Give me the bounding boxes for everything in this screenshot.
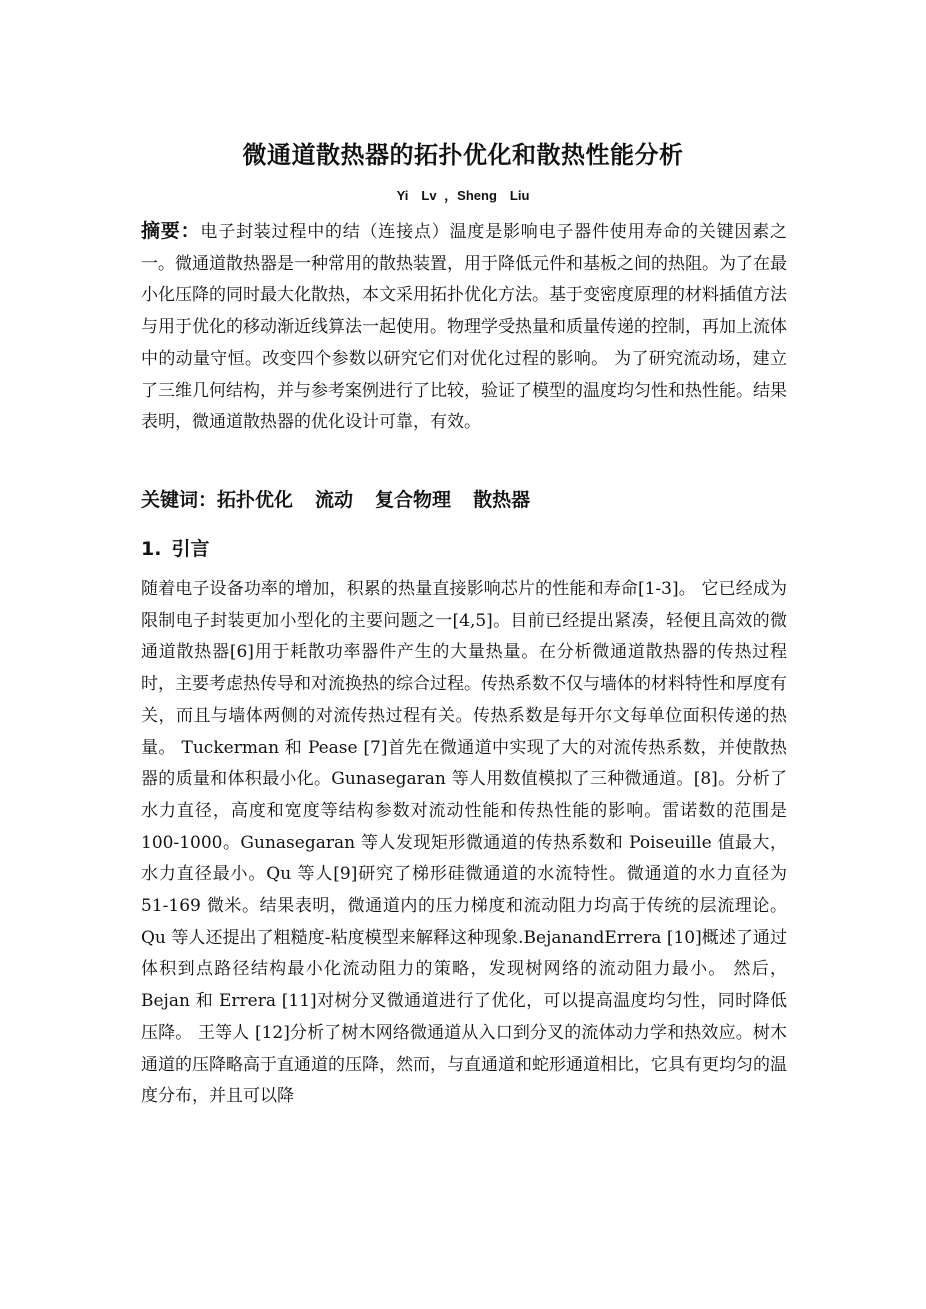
keyword-item: 拓扑优化 — [217, 489, 294, 511]
keyword-item: 复合物理 — [375, 489, 452, 511]
abstract-paragraph — [141, 216, 787, 439]
section-number: 1. — [141, 538, 162, 560]
paper-title: 微通道散热器的拓扑优化和散热性能分析 — [242, 141, 684, 169]
keyword-item: 流动 — [315, 489, 354, 511]
intro-paragraph: 随着电子设备功率的增加，积累的热量直接影响芯片的性能和寿命[1-3]。 它已经成为限制电子封装更加小型化的主要问题之一[4,5]。目前已经提出紧凑，轻便且高效的微通道散热器[6]用于耗散功率器件产生的大量热量。在分析微通道散热器的传热过程时，主要考虑热传导和对流换热的综合过程。传热系数不仅与墙体的材料特性和厚度有关，而且与墙体两侧的对流传热过程有关。传热系数是每开尔文每单位面积传递的热量。 Tuckerman 和 Pease [7]首先在微通道中实现了大的对流传热系数，并使散热器的质量和体积最小化。Gunasegaran 等人用数值模拟了三种微通道。[8]。分析了水力直径，高度和宽度等结构参数对流动性能和传热性能的影响。雷诺数的范围是 100-1000。Gunasegaran 等人发现矩形微通道的传热系数和 Poiseuille 值最大，水力直径最小。Qu 等人[9]研究了梯形硅微通道的水流特性。微通道的水力直径为 51-169 微米。结果表明，微通道内的压力梯度和流动阻力均高于传统的层流理论。Qu 等人还提出了粗糙度-粘度模型来解释这种现象.BejanandErrera [10]概述了通过体积到点路径结构最小化流动阻力的策略，发现树网络的流动阻力最小。 然后，Bejan 和 Errera [11]对树分叉微通道进行了优化，可以提高温度均匀性，同时降低压降。 王等人 [12]分析了树木网络微通道从入口到分叉的流体动力学和热效应。树木通道的压降略高于直通道的压降，然而，与直通道和蛇形通道相比，它具有更均匀的温度分布，并且可以降 — [141, 579, 787, 1107]
abstract-label: 摘要： — [141, 220, 201, 242]
section-heading — [141, 533, 787, 565]
keyword-item: 散热器 — [473, 489, 531, 511]
keywords-line — [141, 484, 787, 516]
paper-authors: Yi Lv ，Sheng Liu — [396, 188, 530, 203]
abstract-text: 电子封装过程中的结（连接点）温度是影响电子器件使用寿命的关键因素之一。微通道散热器是一种常用的散热装置，用于降低元件和基板之间的热阻。为了在最小化压降的同时最大化散热，本文采用拓扑优化方法。基于变密度原理的材料插值方法与用于优化的移动渐近线算法一起使用。物理学受热量和质量传递的控制，再加上流体中的动量守恒。改变四个参数以研究它们对优化过程的影响。 为了研究流动场，建立了三维几何结构，并与参考案例进行了比较，验证了模型的温度均匀性和热性能。结果表明，微通道散热器的优化设计可靠，有效。 — [141, 222, 787, 433]
section-title: 引言 — [171, 538, 210, 560]
keywords-label: 关键词： — [141, 489, 218, 511]
